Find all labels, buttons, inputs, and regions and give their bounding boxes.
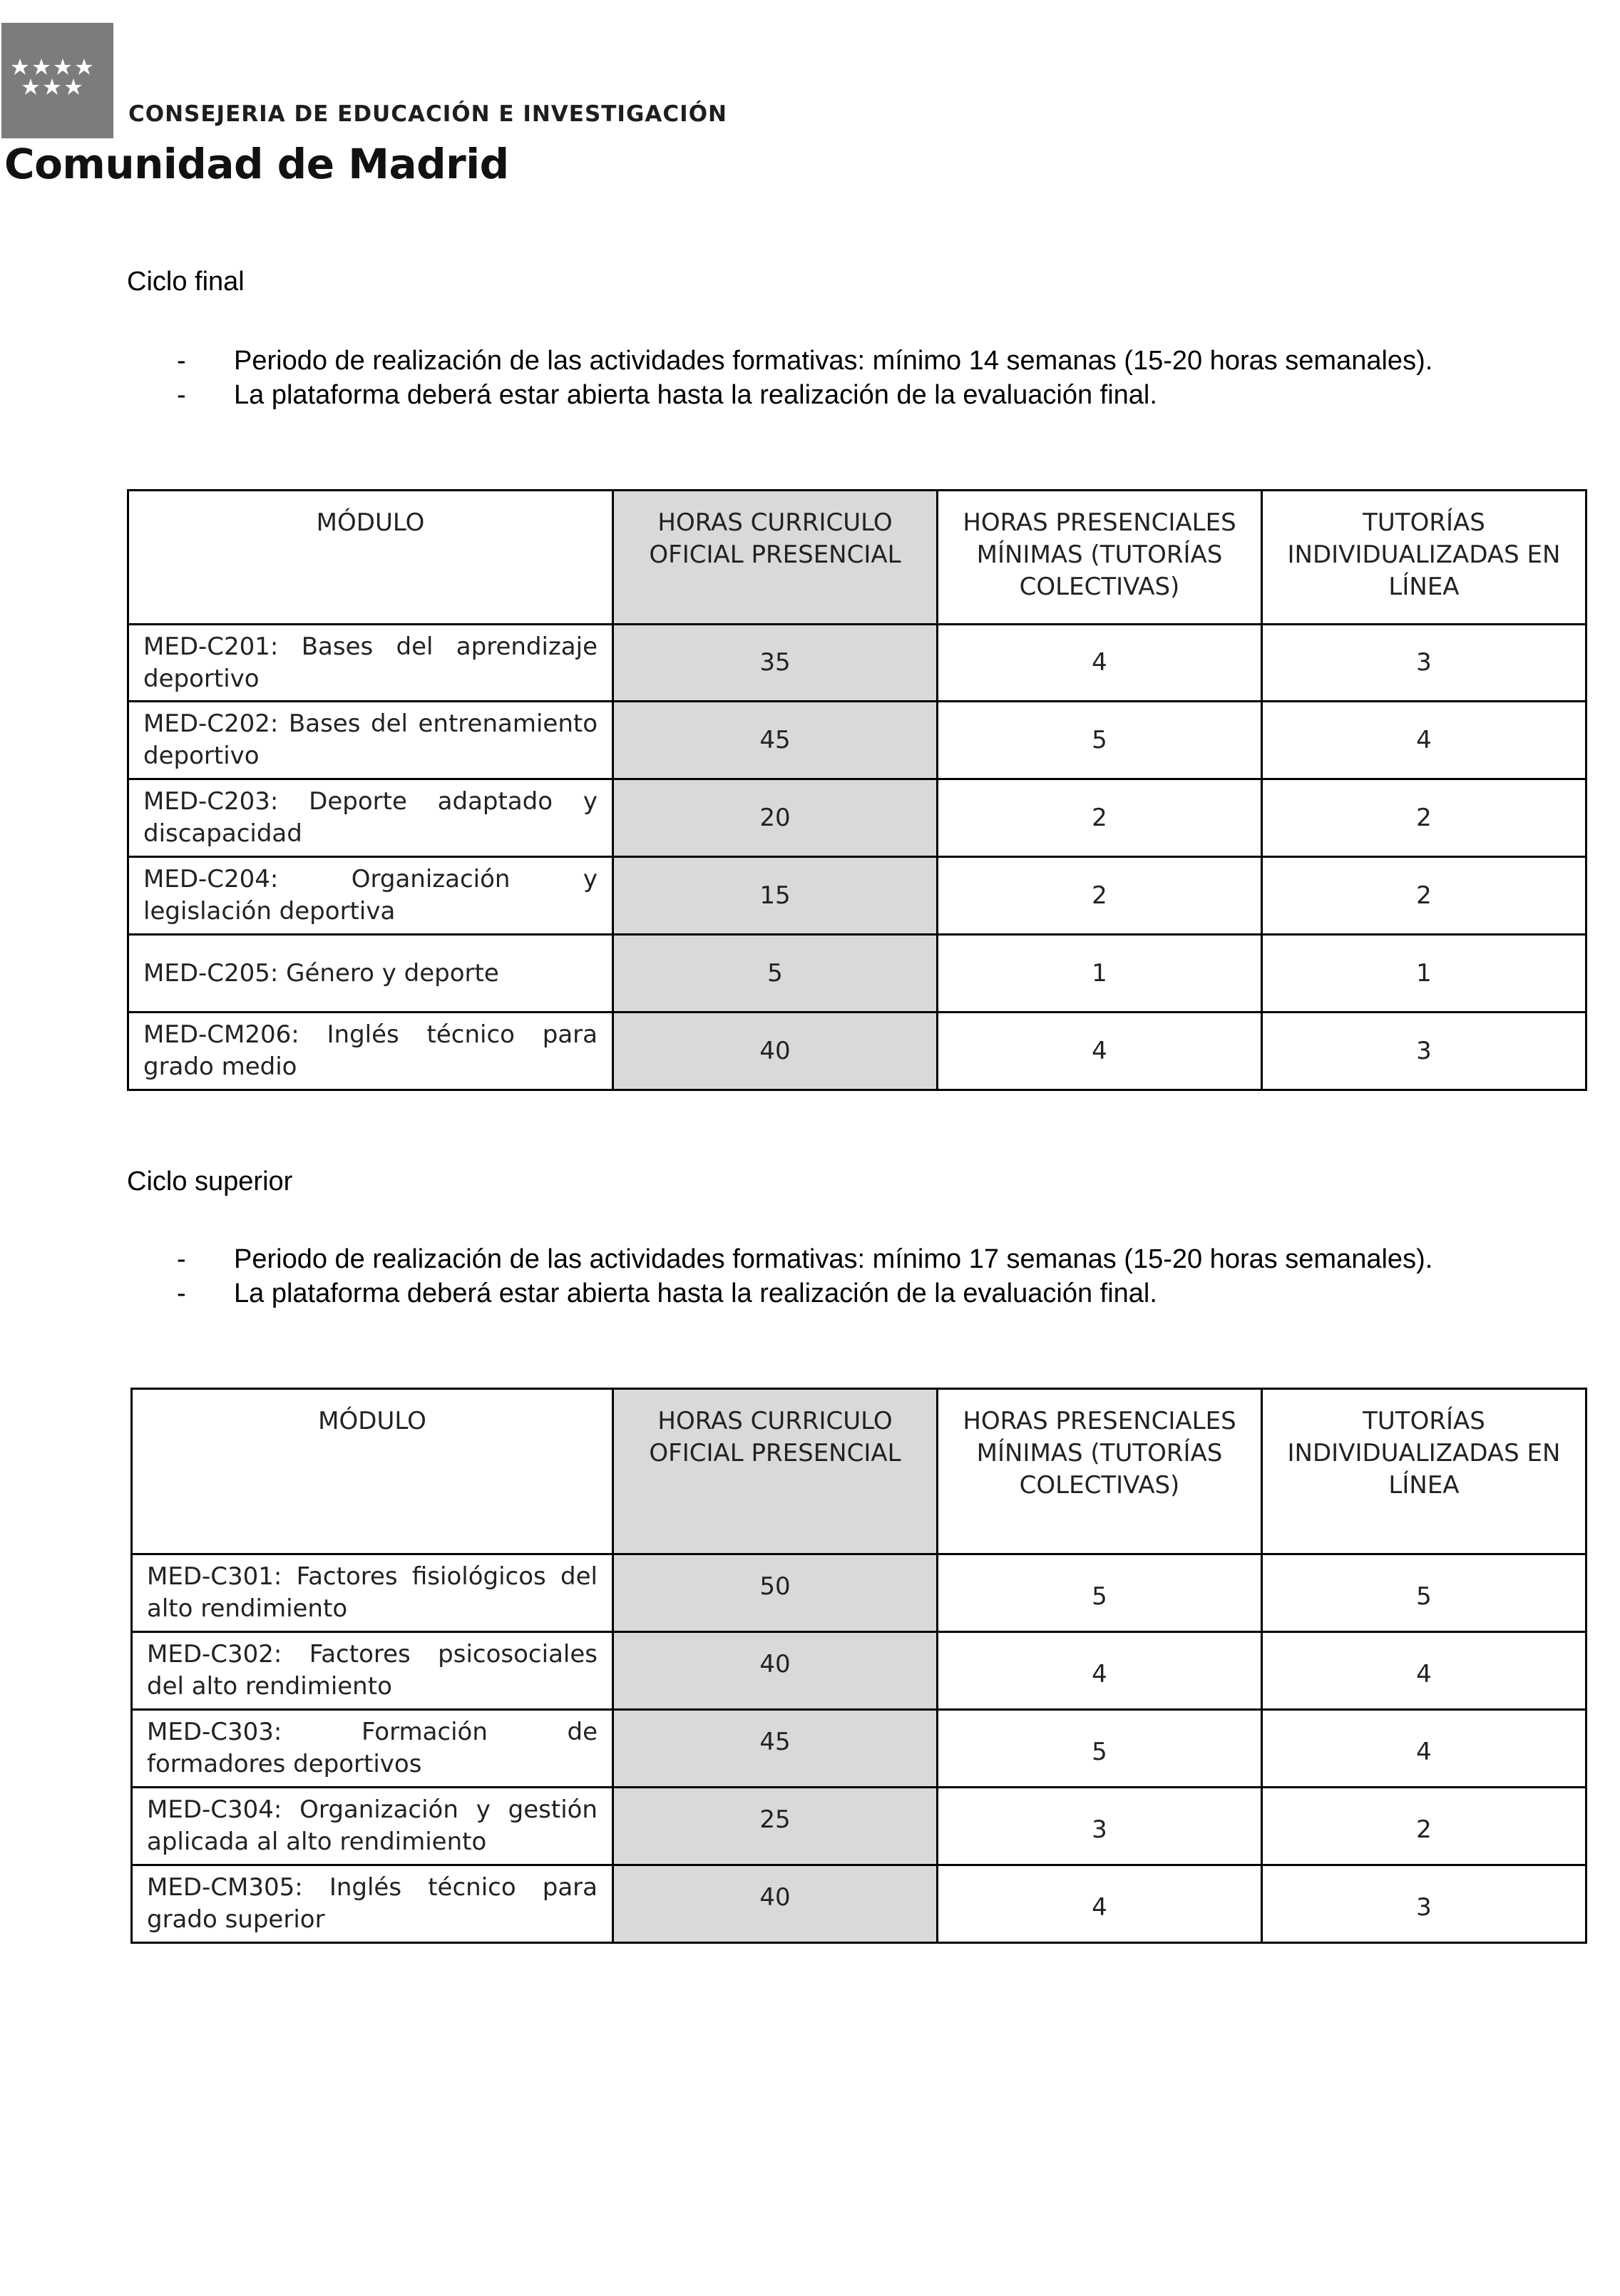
table-row	[132, 1554, 1586, 1632]
cell-tutorias: 4	[1262, 1710, 1586, 1788]
header-horas-presenciales: HORAS PRESENCIALES MÍNIMAS (TUTORÍAS COLECTIVAS)	[938, 1389, 1262, 1554]
cell-modulo: MED-CM206: Inglés técnico para grado medio	[128, 1013, 613, 1090]
table-row	[128, 857, 1586, 935]
cell-modulo: MED-C202: Bases del entrenamiento deportivo	[128, 702, 613, 779]
cell-modulo: MED-C201: Bases del aprendizaje deportivo	[128, 625, 613, 702]
header-horas-presenciales: HORAS PRESENCIALES MÍNIMAS (TUTORÍAS COLECTIVAS)	[938, 491, 1262, 625]
bullet-item: - Periodo de realización de las actividades formativas: mínimo 17 semanas (15-20 horas semanales).	[177, 1244, 1433, 1274]
ciclo-final-table	[127, 489, 1587, 1091]
consejeria-name: CONSEJERIA DE EDUCACIÓN E INVESTIGACIÓN	[128, 101, 727, 127]
cell-horas-presenciales: 4	[938, 625, 1262, 702]
table-row	[132, 1710, 1586, 1788]
ciclo-superior-table	[130, 1388, 1587, 1944]
cell-modulo: MED-CM305: Inglés técnico para grado superior	[132, 1865, 613, 1943]
cell-horas-curriculo: 25	[613, 1788, 938, 1865]
cell-horas-presenciales: 2	[938, 857, 1262, 935]
cell-tutorias: 4	[1262, 1632, 1586, 1710]
cell-tutorias: 2	[1262, 857, 1586, 935]
cell-horas-curriculo: 40	[613, 1632, 938, 1710]
cell-modulo: MED-C204: Organización y legislación deportiva	[128, 857, 613, 935]
cell-modulo: MED-C205: Género y deporte	[128, 935, 613, 1013]
cell-horas-presenciales: 1	[938, 935, 1262, 1013]
section-title-ciclo-final: Ciclo final	[127, 267, 245, 297]
header-modulo: MÓDULO	[128, 491, 613, 625]
header-horas-curriculo: HORAS CURRICULO OFICIAL PRESENCIAL	[613, 491, 938, 625]
table-header-row	[128, 491, 1586, 625]
table-row	[128, 1013, 1586, 1090]
cell-tutorias: 5	[1262, 1554, 1586, 1632]
cell-horas-presenciales: 5	[938, 702, 1262, 779]
bullet-text: Periodo de realización de las actividades formativas: mínimo 17 semanas (15-20 horas semanales).	[234, 1244, 1433, 1274]
ciclo-final-bullets	[127, 344, 1486, 412]
cell-horas-curriculo: 50	[613, 1554, 938, 1632]
cell-horas-curriculo: 45	[613, 1710, 938, 1788]
cell-tutorias: 4	[1262, 702, 1586, 779]
bullet-item: - La plataforma deberá estar abierta hasta la realización de la evaluación final.	[177, 380, 1157, 410]
cell-horas-presenciales: 3	[938, 1788, 1262, 1865]
table-row	[132, 1632, 1586, 1710]
table-row	[128, 779, 1586, 857]
table-row	[132, 1865, 1586, 1943]
header-horas-curriculo: HORAS CURRICULO OFICIAL PRESENCIAL	[613, 1389, 938, 1554]
cell-horas-curriculo: 40	[613, 1865, 938, 1943]
cell-horas-curriculo: 45	[613, 702, 938, 779]
cell-tutorias: 3	[1262, 1013, 1586, 1090]
comunidad-name: Comunidad de Madrid	[4, 140, 509, 188]
cell-horas-presenciales: 5	[938, 1710, 1262, 1788]
cell-modulo: MED-C203: Deporte adaptado y discapacidad	[128, 779, 613, 857]
header-modulo: MÓDULO	[132, 1389, 613, 1554]
comunidad-madrid-logo	[1, 23, 113, 138]
cell-horas-curriculo: 15	[613, 857, 938, 935]
page-header	[0, 0, 784, 200]
section-title-ciclo-superior: Ciclo superior	[127, 1167, 293, 1196]
cell-horas-curriculo: 35	[613, 625, 938, 702]
cell-tutorias: 1	[1262, 935, 1586, 1013]
cell-horas-curriculo: 20	[613, 779, 938, 857]
table-row	[132, 1788, 1586, 1865]
bullet-text: La plataforma deberá estar abierta hasta la realización de la evaluación final.	[234, 1278, 1157, 1308]
cell-horas-presenciales: 2	[938, 779, 1262, 857]
cell-horas-presenciales: 4	[938, 1632, 1262, 1710]
bullet-text: La plataforma deberá estar abierta hasta la realización de la evaluación final.	[234, 380, 1157, 410]
cell-tutorias: 2	[1262, 1788, 1586, 1865]
cell-modulo: MED-C301: Factores fisiológicos del alto rendimiento	[132, 1554, 613, 1632]
cell-tutorias: 3	[1262, 1865, 1586, 1943]
bullet-item: - La plataforma deberá estar abierta hasta la realización de la evaluación final.	[177, 1278, 1157, 1308]
table-header-row	[132, 1389, 1586, 1554]
bullet-item: - Periodo de realización de las actividades formativas: mínimo 14 semanas (15-20 horas semanales).	[177, 346, 1433, 376]
cell-tutorias: 2	[1262, 779, 1586, 857]
cell-horas-presenciales: 5	[938, 1554, 1262, 1632]
table-row	[128, 625, 1586, 702]
header-tutorias: TUTORÍAS INDIVIDUALIZADAS EN LÍNEA	[1262, 1389, 1586, 1554]
header-tutorias: TUTORÍAS INDIVIDUALIZADAS EN LÍNEA	[1262, 491, 1586, 625]
cell-modulo: MED-C304: Organización y gestión aplicada al alto rendimiento	[132, 1788, 613, 1865]
bullet-text: Periodo de realización de las actividades formativas: mínimo 14 semanas (15-20 horas semanales).	[234, 346, 1433, 376]
cell-horas-curriculo: 5	[613, 935, 938, 1013]
table-row	[128, 702, 1586, 779]
cell-horas-presenciales: 4	[938, 1865, 1262, 1943]
table-row	[128, 935, 1586, 1013]
stars-icon	[11, 58, 104, 101]
cell-horas-curriculo: 40	[613, 1013, 938, 1090]
ciclo-superior-bullets	[127, 1242, 1486, 1311]
cell-modulo: MED-C302: Factores psicosociales del alto rendimiento	[132, 1632, 613, 1710]
cell-horas-presenciales: 4	[938, 1013, 1262, 1090]
cell-tutorias: 3	[1262, 625, 1586, 702]
cell-modulo: MED-C303: Formación de formadores deportivos	[132, 1710, 613, 1788]
